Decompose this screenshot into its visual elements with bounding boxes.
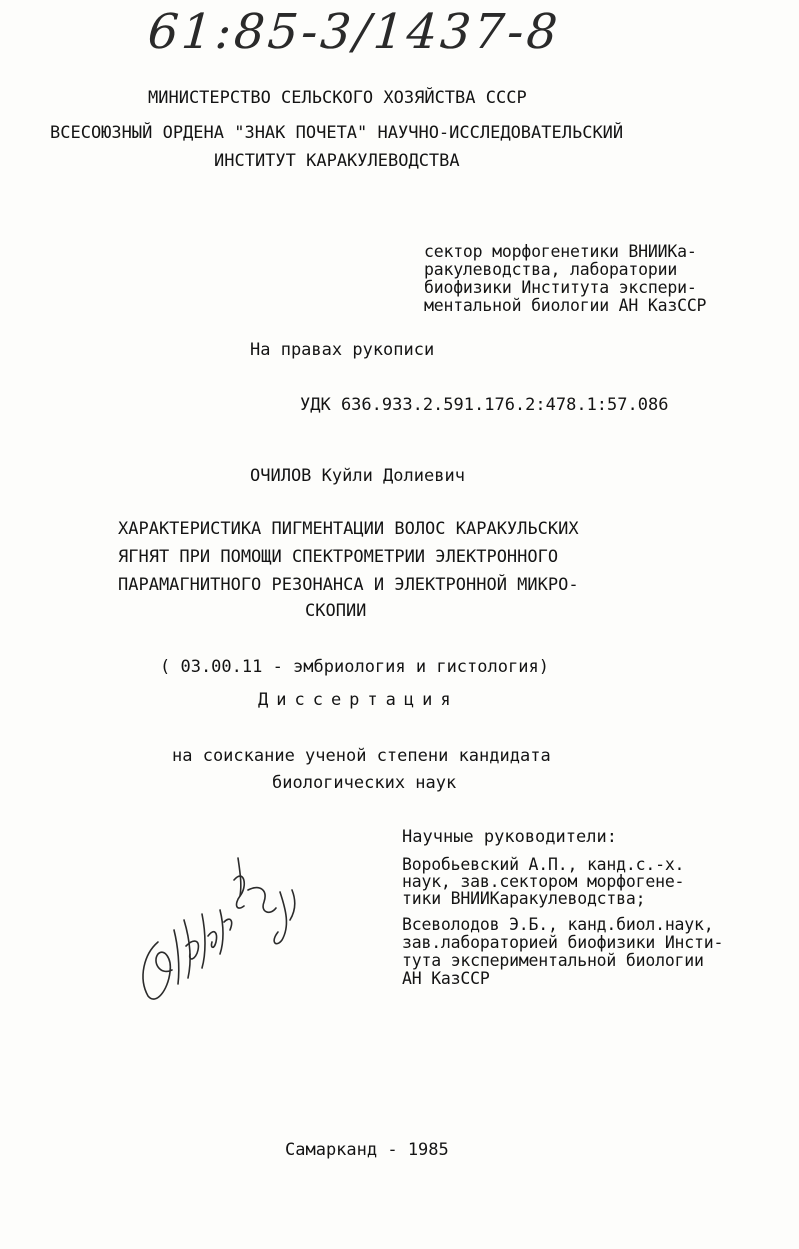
degree-line-1: на соискание ученой степени кандидата [172, 746, 551, 766]
institute-line-2: ИНСТИТУТ КАРАКУЛЕВОДСТВА [214, 151, 460, 171]
title-line: ЯГНЯТ ПРИ ПОМОЩИ СПЕКТРОМЕТРИИ ЭЛЕКТРОННОГО [118, 547, 559, 567]
affiliation-line: ментальной биологии АН КазССР [424, 296, 707, 315]
handwritten-catalog-number: 61:85-3/1437-8 [146, 4, 563, 60]
city-year: Самарканд - 1985 [285, 1140, 449, 1160]
supervisor-2-line: АН КазССР [402, 969, 490, 988]
affiliation-line: биофизики Института экспери- [424, 278, 697, 297]
specialty-code: ( 03.00.11 - эмбриология и гистология) [160, 657, 549, 677]
title-line: ХАРАКТЕРИСТИКА ПИГМЕНТАЦИИ ВОЛОС КАРАКУЛЬСКИХ [118, 519, 579, 539]
supervisor-1-line: наук, зав.сектором морфогене- [402, 872, 685, 891]
handwritten-signature [130, 850, 310, 1010]
degree-line-2: биологических наук [272, 773, 457, 793]
affiliation-line: ракулеводства, лаборатории [424, 260, 678, 279]
supervisor-2-line: Всеволодов Э.Б., канд.биол.наук, [402, 915, 714, 934]
author-name: ОЧИЛОВ Куйли Долиевич [250, 466, 465, 486]
affiliation-line: сектор морфогенетики ВНИИКа- [424, 242, 697, 261]
title-line: ПАРАМАГНИТНОГО РЕЗОНАНСА И ЭЛЕКТРОННОЙ МИКРО- [118, 575, 579, 595]
supervisor-2-line: зав.лабораторией биофизики Инсти- [402, 933, 724, 952]
rights-notice: На правах рукописи [250, 340, 435, 360]
document-type: Диссертация [258, 690, 459, 710]
udc-code: УДК 636.933.2.591.176.2:478.1:57.086 [300, 395, 669, 415]
institute-line-1: ВСЕСОЮЗНЫЙ ОРДЕНА "ЗНАК ПОЧЕТА" НАУЧНО-ИССЛЕДОВАТЕЛЬСКИЙ [50, 123, 624, 143]
supervisors-heading: Научные руководители: [402, 827, 617, 847]
ministry-heading: МИНИСТЕРСТВО СЕЛЬСКОГО ХОЗЯЙСТВА СССР [148, 88, 527, 108]
title-line: СКОПИИ [305, 601, 367, 621]
supervisor-1-line: тики ВНИИКаракулеводства; [402, 889, 646, 908]
supervisor-2-line: тута экспериментальной биологии [402, 951, 704, 970]
supervisor-1-line: Воробьевский А.П., канд.с.-х. [402, 855, 685, 874]
